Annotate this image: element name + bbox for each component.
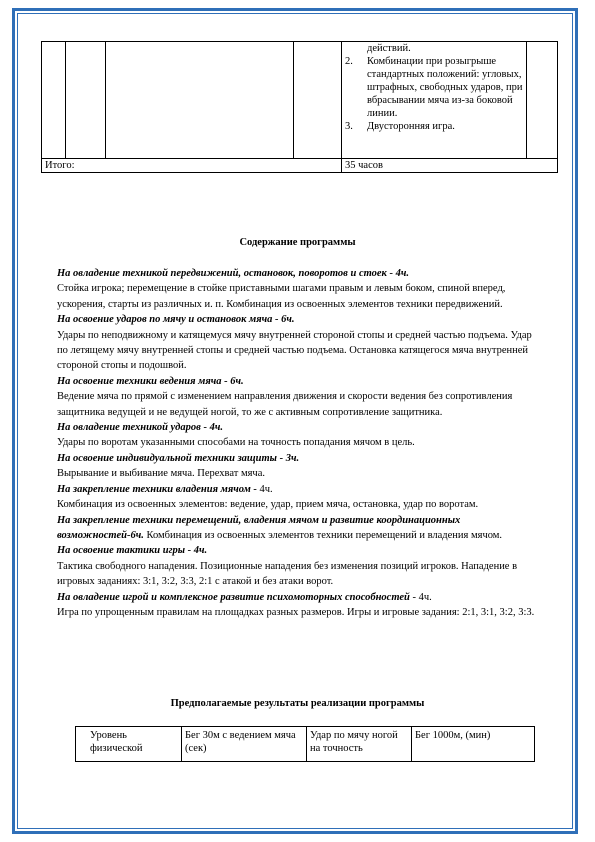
section-title: На освоение техники ведения мяча - 6ч.: [57, 375, 244, 387]
table-cell: [294, 42, 342, 159]
results-heading: Предполагаемые результаты реализации программы: [170, 698, 425, 709]
table-header-cell: Бег 30м с ведением мяча (сек): [182, 727, 307, 762]
list-item-number: 2.: [345, 56, 353, 67]
list-item: [345, 42, 523, 55]
section-title: На овладение техникой ударов - 4ч.: [57, 422, 223, 434]
section-text: Стойка игрока; перемещение в стойке приставными шагами правым и левым боком, спиной вперед, ускорения, старты из различных и. п. Комбинация из освоенных элементов техники передвижений.: [57, 283, 506, 310]
results-table: [75, 726, 535, 762]
table-cell: [527, 42, 558, 159]
topic-list: [345, 42, 523, 133]
table-row: [42, 42, 558, 159]
section-title: На закрепление техники владения мячом - 4ч.: [57, 483, 273, 495]
section-title: На освоение тактики игры - 4ч.: [57, 545, 208, 557]
total-value: 35 часов: [342, 159, 558, 173]
table-cell: [66, 42, 106, 159]
list-item: [345, 55, 523, 120]
list-item: [345, 120, 523, 133]
plan-table: [41, 41, 558, 173]
total-row: [42, 159, 558, 173]
section-title: На освоение индивидуальной техники защиты - 3ч.: [57, 452, 300, 464]
section-title: На овладение игрой и комплексное развитие психомоторных способностей - 4ч.: [57, 591, 432, 603]
table-header-cell: Удар по мячу ногой на точность: [307, 727, 412, 762]
section-title-with-text: На закрепление техники перемещений, владения мячом и развитие координационных возможностей-6ч. Комбинация из освоенных элементов техники перемещений и владения мячом.: [57, 514, 503, 541]
table-header-cell: Бег 1000м, (мин): [412, 727, 535, 762]
section-text: Вырывание и выбивание мяча. Перехват мяча.: [57, 468, 265, 480]
list-item-text: Двусторонняя игра.: [367, 121, 455, 132]
section-text: Ведение мяча по прямой с изменением направления движения и скорости ведения без сопротивления защитника ведущей и не ведущей ногой, то же с активным сопротивление защитника.: [57, 391, 513, 418]
program-content: [57, 266, 540, 620]
table-cell: [106, 42, 294, 159]
list-item-text: Комбинации при розыгрыше стандартных положений: угловых, штрафных, свободных ударов, при вбрасывании мяча из-за боковой линии.: [367, 56, 523, 119]
table-header-cell: Уровень физической: [76, 727, 182, 762]
section-text: Комбинация из освоенных элементов: ведение, удар, прием мяча, остановка, удар по воротам.: [57, 499, 479, 511]
program-heading: Содержание программы: [239, 237, 356, 248]
section-text: Тактика свободного нападения. Позиционные нападения без изменения позиций игроков. Нападение в игровых заданиях: 3:1, 3:2, 3:3, 2:1 с атакой и без атаки ворот.: [57, 560, 518, 588]
list-item-number: 3.: [345, 121, 353, 132]
list-item-text: действий.: [367, 43, 411, 54]
section-text: Удары по воротам указанными способами на точность попадания мячом в цель.: [57, 437, 415, 449]
table-cell-topics: [342, 42, 527, 159]
total-label: Итого:: [42, 159, 342, 173]
section-text: Игра по упрощенным правилам на площадках разных размеров. Игры и игровые задания: 2:1, 3:1, 3:2, 3:3.: [57, 606, 535, 618]
section-title: На освоение ударов по мячу и остановок мяча - 6ч.: [57, 314, 295, 326]
section-text: Удары по неподвижному и катящемуся мячу внутренней стороной стопы и средней частью подъема. Удар по летящему мячу внутренней стопы и средней частью подъема. Остановка катящегося мяча внутренней стороной стопы и подошвой.: [57, 329, 532, 372]
section-title: На овладение техникой передвижений, остановок, поворотов и стоек - 4ч.: [57, 268, 410, 279]
table-header-row: [76, 727, 535, 762]
table-cell: [42, 42, 66, 159]
